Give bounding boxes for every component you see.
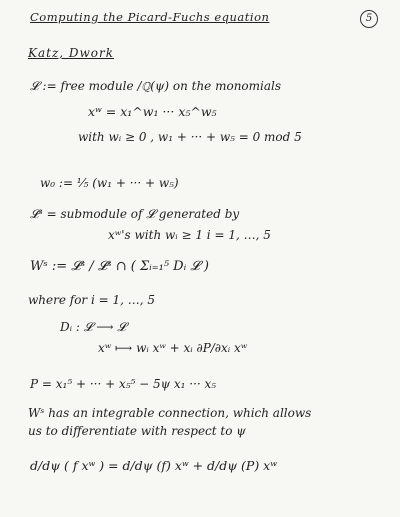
di-map: Dᵢ : 𝓛 ⟶ 𝓛 (60, 320, 126, 334)
derivative-formula: d/dψ ( f xʷ ) = d/dψ (f) xʷ + d/dψ (P) xʷ (30, 458, 277, 473)
ls-definition: 𝓛ˢ = submodule of 𝓛 generated by (30, 207, 240, 221)
l-definition: 𝓛 := free module /ℚ(ψ) on the monomials (30, 79, 282, 93)
p-definition: P = x₁⁵ + ··· + x₅⁵ − 5ψ x₁ ··· x₅ (30, 377, 217, 391)
where-clause: where for i = 1, …, 5 (28, 293, 156, 307)
monomial-definition: xʷ = x₁^w₁ ··· x₅^w₅ (88, 104, 217, 119)
page-title: Computing the Picard-Fuchs equation (30, 10, 270, 24)
page-number: 5 (360, 10, 378, 28)
w0-definition: w₀ := ⅕ (w₁ + ··· + w₅) (40, 176, 179, 190)
weight-condition: with wᵢ ≥ 0 , w₁ + ··· + w₅ = 0 mod 5 (78, 130, 302, 144)
connection-text: Wˢ has an integrable connection, which allows (28, 406, 312, 420)
ws-definition: Wˢ := 𝓛ˢ / 𝓛ˢ ∩ ( Σᵢ₌₁⁵ Dᵢ 𝓛 ) (30, 259, 209, 274)
connection-text-cont: us to differentiate with respect to ψ (28, 424, 246, 438)
authors: Katz, Dwork (28, 46, 115, 60)
ls-definition-cont: xʷ's with wᵢ ≥ 1 i = 1, …, 5 (108, 228, 271, 242)
di-definition: xʷ ⟼ wᵢ xʷ + xᵢ ∂P/∂xᵢ xʷ (98, 341, 248, 355)
